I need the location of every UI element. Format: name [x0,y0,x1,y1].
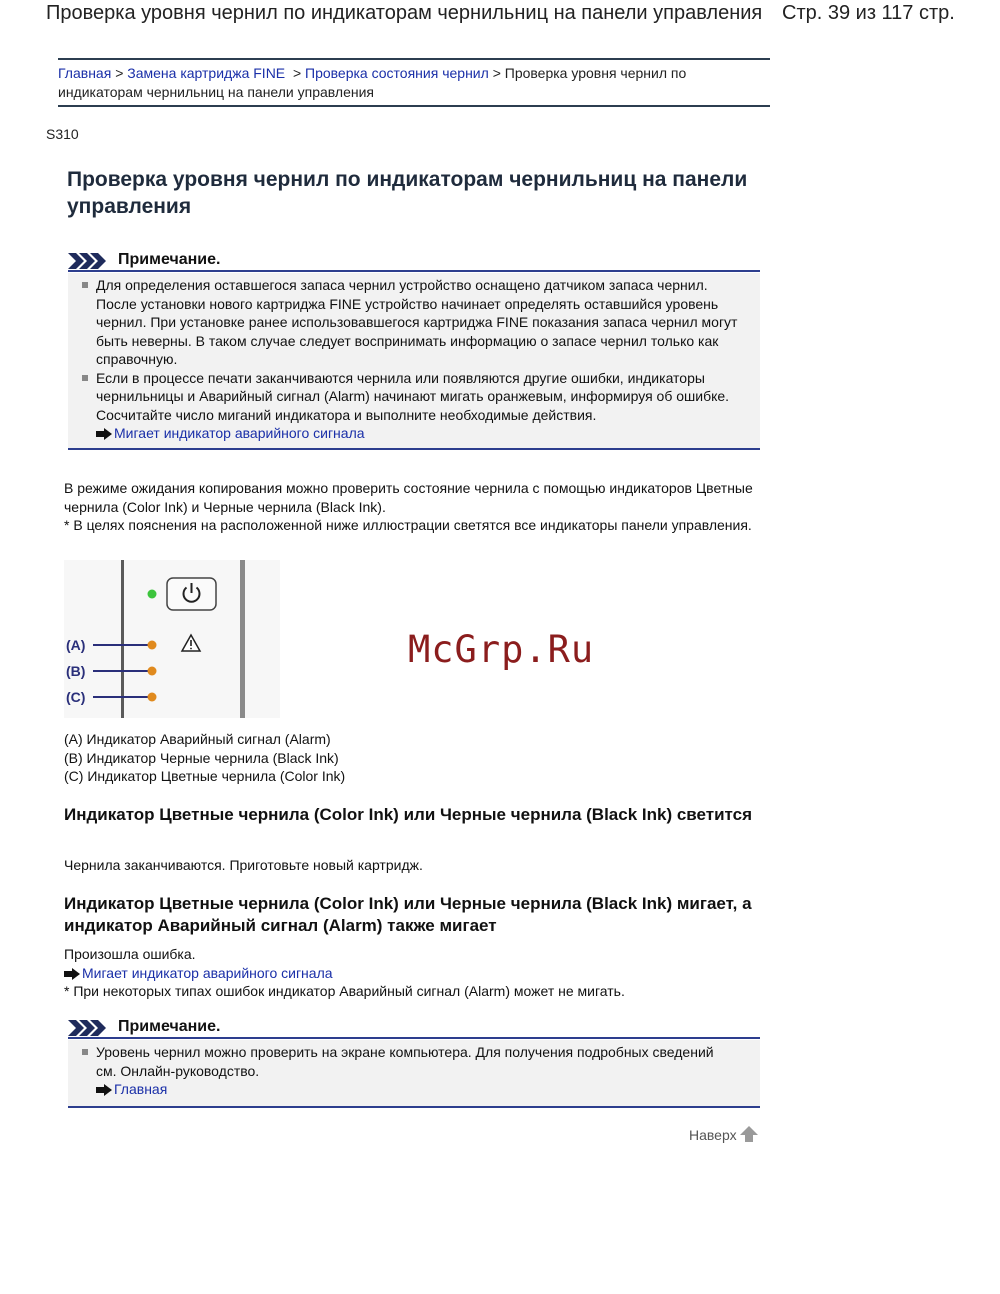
section-heading-ink-lit: Индикатор Цветные чернила (Color Ink) или Черные чернила (Black Ink) светится [64,805,753,824]
breadcrumb-top-rule [58,58,770,60]
indicator-led [148,693,157,702]
legend-item: (C) Индикатор Цветные чернила (Color Ink) [64,768,346,784]
breadcrumb [58,64,748,102]
arrow-right-icon [96,428,112,440]
note-title: Примечание. [118,251,221,268]
note-chevrons-icon [68,1020,108,1036]
arrow-right-icon [96,1084,112,1096]
power-button [167,578,216,610]
section-text: Чернила заканчиваются. Приготовьте новый картридж. [64,857,423,873]
model-name: S310 [46,126,79,142]
bullet-square-icon [82,375,88,381]
alarm-blinking-link[interactable]: Мигает индикатор аварийного сигнала [82,964,333,981]
document-header-title: Проверка уровня чернил по индикаторам чернильниц на панели управления [46,2,763,24]
panel-edge [240,560,245,718]
note-header [68,1018,760,1038]
indicator-label: (A) [66,637,86,653]
bullet-square-icon [82,1049,88,1055]
note-box [68,1040,760,1108]
breadcrumb-current: Проверка уровня чернил по индикаторам чернильниц на панели управления [58,65,687,100]
page-counter: Стр. 39 из 117 стр. [782,2,955,24]
note-link-row [68,424,760,443]
indicator-led [148,667,157,676]
breadcrumb-link-ink-status[interactable]: Проверка состояния чернил [305,65,489,81]
legend-item: (B) Индикатор Черные чернила (Black Ink) [64,749,339,766]
note-item: Уровень чернил можно проверить на экране компьютера. Для получения подробных сведений см. Онлайн-руководство. [68,1043,716,1080]
watermark: McGrp.Ru [408,628,595,671]
arrow-right-icon [64,968,80,980]
note-item: Для определения оставшегося запаса чернил устройство оснащено датчиком запаса чернил. После установки нового картриджа FINE устройство начинает определять оставшийся уровень чернил. При установке ранее использовавшегося картриджа FINE показания запаса чернил могут быть неверны. В таком случае следует воспринимать информацию о запасе чернил только как справочную. [68,276,746,369]
note-chevrons-icon [68,253,108,269]
power-led [148,590,157,599]
bullet-square-icon [82,282,88,288]
note-header [68,251,760,271]
breadcrumb-separator: > [292,65,302,81]
indicator-led [148,641,157,650]
back-to-top-link[interactable]: Наверх [689,1126,758,1143]
note-box [68,273,760,450]
note-title: Примечание. [118,1018,221,1035]
note-rule [68,270,760,272]
indicator-label: (B) [66,663,86,679]
breadcrumb-separator: > [492,65,501,81]
home-link[interactable]: Главная [114,1081,168,1097]
illustration-legend [64,730,764,786]
breadcrumb-link-replace-cartridge[interactable]: Замена картриджа FINE [127,65,286,81]
note-item: Если в процессе печати заканчиваются чернила или появляются другие ошибки, индикаторы чернильницы и Аварийный сигнал (Alarm) начинают мигать оранжевым, информируя об ошибке. Сосчитайте число миганий индикатора и выполните необходимые действия. [68,369,746,425]
page-title: Проверка уровня чернил по индикаторам чернильниц на панели управления [67,168,748,218]
link-row [64,964,764,983]
section-heading-ink-blinking: Индикатор Цветные чернила (Color Ink) или Черные чернила (Black Ink) мигает, а индикатор Аварийный сигнал (Alarm) также мигает [64,894,752,935]
indicator-label: (C) [66,689,86,705]
up-arrow-icon [740,1126,758,1142]
note-link-row [68,1080,760,1099]
alarm-warning-icon [182,635,200,651]
section-body: Произошла ошибка. Мигает индикатор аварийного сигнала * При некоторых типах ошибок индикатор Аварийный сигнал (Alarm) может не мигать. [64,945,764,1001]
legend-item: (A) Индикатор Аварийный сигнал (Alarm) [64,731,331,747]
intro-paragraph: В режиме ожидания копирования можно проверить состояние чернила с помощью индикаторов Цветные чернила (Color Ink) и Черные чернила (Black Ink). * В целях пояснения на расположенной ниже иллюстрации светятся все индикаторы панели управления. [64,480,753,533]
control-panel-illustration [64,560,280,718]
alarm-blinking-link[interactable]: Мигает индикатор аварийного сигнала [114,425,365,441]
panel-edge [121,560,124,718]
breadcrumb-link-home[interactable]: Главная [58,65,112,81]
breadcrumb-separator: > [115,65,124,81]
breadcrumb-bottom-rule [58,105,770,107]
note-rule [68,1037,760,1039]
